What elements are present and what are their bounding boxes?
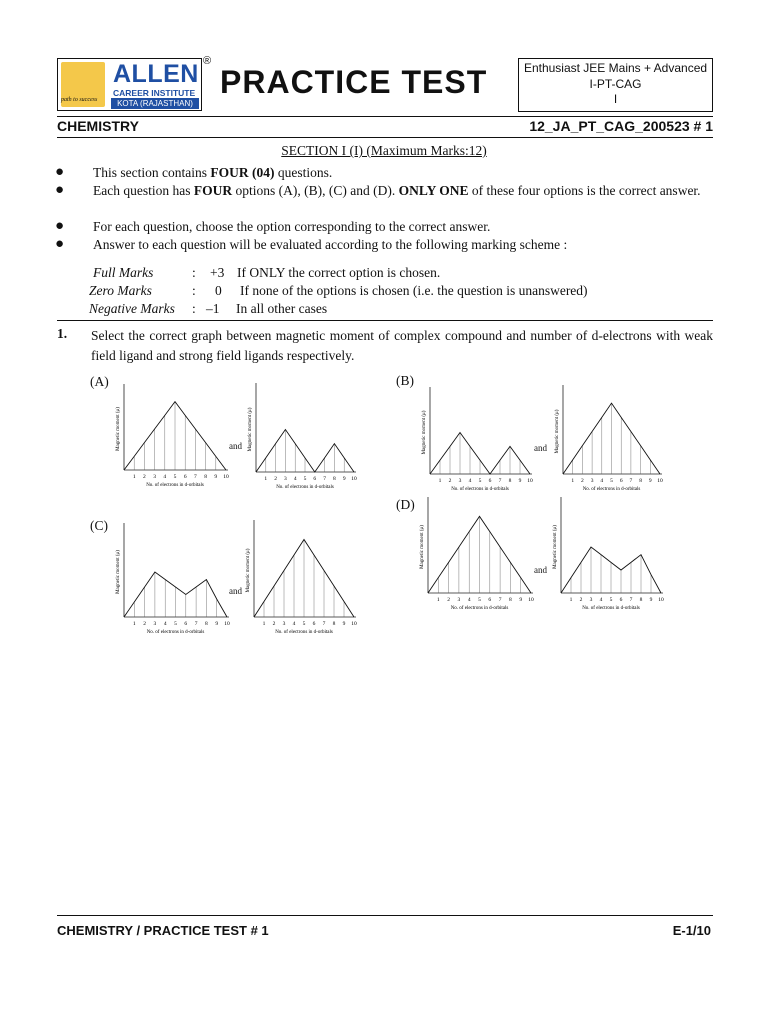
x-tick-label: 2 bbox=[447, 597, 450, 603]
marking-desc: If none of the options is chosen (i.e. the question is unanswered) bbox=[240, 283, 588, 298]
x-tick-label: 5 bbox=[610, 478, 613, 484]
x-tick-label: 10 bbox=[224, 621, 230, 627]
marking-desc: If ONLY the correct option is chosen. bbox=[237, 265, 441, 280]
x-axis-label: No. of electrons in d-orbitals bbox=[451, 487, 509, 492]
marking-desc: In all other cases bbox=[236, 301, 328, 316]
x-axis-label: No. of electrons in d-orbitals bbox=[276, 485, 334, 490]
y-axis-label: Magnetic moment (μ) bbox=[116, 550, 121, 594]
x-tick-label: 4 bbox=[467, 597, 471, 603]
paper-number: I bbox=[613, 92, 618, 106]
x-tick-label: 7 bbox=[629, 597, 633, 603]
x-tick-label: 8 bbox=[332, 621, 336, 627]
x-tick-label: 7 bbox=[322, 621, 326, 627]
option-a-label[interactable]: (A) bbox=[90, 374, 109, 389]
registered-mark: ® bbox=[203, 55, 212, 67]
x-tick-label: 5 bbox=[302, 621, 306, 627]
x-axis-label: No. of electrons in d-orbitals bbox=[582, 487, 641, 492]
x-tick-label: 6 bbox=[619, 597, 623, 603]
x-tick-label: 6 bbox=[619, 478, 623, 484]
x-tick-label: 6 bbox=[184, 621, 188, 627]
x-tick-label: 6 bbox=[183, 474, 187, 480]
x-tick-label: 8 bbox=[639, 478, 642, 484]
x-tick-label: 3 bbox=[458, 478, 462, 484]
x-tick-label: 7 bbox=[323, 476, 326, 482]
marking-value: +3 bbox=[210, 265, 225, 280]
logo-tagline: path to success bbox=[61, 97, 98, 103]
question-text: Select the correct graph between magnetic moment of complex compound and number of d-electrons with weak field ligand and strong field ligands respectively. bbox=[91, 328, 713, 363]
option-c-joiner: and bbox=[229, 586, 242, 596]
x-tick-label: 2 bbox=[581, 478, 584, 484]
x-axis-label: No. of electrons in d-orbitals bbox=[146, 483, 204, 488]
option-d-label[interactable]: (D) bbox=[396, 497, 415, 512]
x-tick-label: 10 bbox=[527, 478, 533, 484]
bullet-icon: ● bbox=[55, 236, 65, 252]
x-tick-label: 1 bbox=[438, 478, 442, 484]
x-tick-label: 4 bbox=[600, 478, 604, 484]
x-tick-label: 9 bbox=[518, 478, 522, 484]
x-tick-label: 1 bbox=[569, 597, 573, 603]
y-axis-label: Magnetic moment (μ) bbox=[422, 410, 427, 455]
x-tick-label: 10 bbox=[658, 597, 664, 603]
x-tick-label: 2 bbox=[272, 621, 276, 627]
x-tick-label: 1 bbox=[571, 478, 575, 484]
x-tick-label: 3 bbox=[590, 478, 594, 484]
marking-value: 0 bbox=[215, 283, 222, 298]
x-tick-label: 8 bbox=[333, 476, 336, 482]
instruction-item: Each question has FOUR options (A), (B), (C) and (D). ONLY ONE of these four options is the correct answer. bbox=[93, 183, 701, 198]
x-tick-label: 7 bbox=[498, 597, 502, 603]
x-tick-label: 8 bbox=[509, 597, 512, 603]
x-tick-label: 4 bbox=[599, 597, 603, 603]
y-axis-label: Magnetic moment (μ) bbox=[248, 407, 253, 452]
x-tick-label: 4 bbox=[163, 474, 167, 480]
x-tick-label: 10 bbox=[351, 476, 357, 482]
x-tick-label: 8 bbox=[639, 597, 643, 603]
subject-label: CHEMISTRY bbox=[57, 118, 139, 134]
y-axis-label: Magnetic moment (μ) bbox=[420, 525, 425, 569]
x-tick-label: 9 bbox=[215, 621, 219, 627]
x-tick-label: 9 bbox=[342, 476, 346, 482]
y-axis-label: Magnetic moment (μ) bbox=[246, 548, 251, 593]
x-tick-label: 2 bbox=[143, 621, 146, 627]
x-tick-label: 5 bbox=[609, 597, 613, 603]
question-number: 1. bbox=[57, 326, 68, 341]
footer-divider bbox=[57, 915, 713, 916]
x-tick-label: 1 bbox=[262, 621, 266, 627]
x-tick-label: 3 bbox=[589, 597, 593, 603]
bullet-icon: ● bbox=[55, 182, 65, 198]
footer-left: CHEMISTRY / PRACTICE TEST # 1 bbox=[57, 923, 269, 938]
x-tick-label: 1 bbox=[436, 597, 440, 603]
x-tick-label: 5 bbox=[478, 597, 481, 603]
x-tick-label: 2 bbox=[143, 474, 146, 480]
x-tick-label: 9 bbox=[649, 597, 653, 603]
option-a-joiner: and bbox=[229, 441, 242, 451]
x-tick-label: 9 bbox=[519, 597, 523, 603]
x-tick-label: 7 bbox=[194, 474, 197, 480]
x-tick-label: 6 bbox=[313, 476, 317, 482]
course-name: Enthusiast JEE Mains + Advanced bbox=[523, 61, 708, 75]
x-tick-label: 7 bbox=[629, 478, 633, 484]
marking-colon: : bbox=[192, 301, 196, 316]
x-tick-label: 5 bbox=[478, 478, 482, 484]
x-tick-label: 9 bbox=[342, 621, 346, 627]
y-axis-label: Magnetic moment (μ) bbox=[116, 407, 121, 451]
logo-location: KOTA (RAJASTHAN) bbox=[111, 98, 199, 109]
x-tick-label: 10 bbox=[223, 474, 229, 480]
x-tick-label: 3 bbox=[153, 621, 157, 627]
x-tick-label: 5 bbox=[303, 476, 307, 482]
x-tick-label: 7 bbox=[498, 478, 502, 484]
test-code: I-PT-CAG bbox=[589, 76, 642, 91]
bullet-icon: ● bbox=[55, 164, 65, 180]
x-axis-label: No. of electrons in d-orbitals bbox=[582, 606, 640, 611]
marking-value: –1 bbox=[206, 301, 220, 316]
x-tick-label: 9 bbox=[214, 474, 218, 480]
x-tick-label: 8 bbox=[205, 621, 208, 627]
logo-brand: ALLEN bbox=[113, 60, 199, 88]
x-tick-label: 5 bbox=[173, 474, 177, 480]
x-tick-label: 10 bbox=[528, 597, 534, 603]
y-axis-label: Magnetic moment (μ) bbox=[555, 409, 560, 454]
paper-code: 12_JA_PT_CAG_200523 # 1 bbox=[529, 118, 713, 134]
x-tick-label: 3 bbox=[153, 474, 156, 480]
footer-page: E-1/10 bbox=[672, 923, 711, 938]
x-tick-label: 10 bbox=[351, 621, 357, 627]
instruction-item: For each question, choose the option corresponding to the correct answer. bbox=[93, 219, 491, 234]
x-tick-label: 2 bbox=[274, 476, 277, 482]
x-axis-label: No. of electrons in d-orbitals bbox=[450, 606, 509, 611]
x-tick-label: 4 bbox=[163, 621, 167, 627]
section-title: SECTION I (I) (Maximum Marks:12) bbox=[281, 143, 487, 158]
x-tick-label: 4 bbox=[468, 478, 472, 484]
instruction-item: Answer to each question will be evaluated according to the following marking scheme : bbox=[93, 237, 568, 252]
x-tick-label: 10 bbox=[657, 478, 663, 484]
marking-colon: : bbox=[192, 265, 196, 280]
x-tick-label: 5 bbox=[174, 621, 177, 627]
instruction-item: This section contains FOUR (04) questions. bbox=[93, 165, 333, 180]
option-d-joiner: and bbox=[534, 565, 547, 575]
x-tick-label: 7 bbox=[194, 621, 198, 627]
marking-label: Negative Marks bbox=[89, 301, 175, 316]
x-tick-label: 8 bbox=[204, 474, 207, 480]
marking-colon: : bbox=[192, 283, 196, 298]
marking-label: Zero Marks bbox=[89, 283, 152, 298]
x-tick-label: 3 bbox=[282, 621, 286, 627]
x-tick-label: 1 bbox=[264, 476, 268, 482]
bullet-icon: ● bbox=[55, 218, 65, 234]
x-tick-label: 3 bbox=[457, 597, 461, 603]
x-tick-label: 8 bbox=[508, 478, 512, 484]
y-axis-label: Magnetic moment (μ) bbox=[553, 525, 558, 569]
option-b-label[interactable]: (B) bbox=[396, 373, 414, 388]
x-tick-label: 1 bbox=[132, 621, 136, 627]
page-title: PRACTICE TEST bbox=[220, 64, 488, 100]
logo-subtitle: CAREER INSTITUTE bbox=[113, 88, 196, 98]
option-b-joiner: and bbox=[534, 443, 547, 453]
option-c-label[interactable]: (C) bbox=[90, 518, 108, 533]
x-tick-label: 2 bbox=[448, 478, 452, 484]
x-tick-label: 9 bbox=[648, 478, 652, 484]
x-axis-label: No. of electrons in d-orbitals bbox=[146, 630, 205, 635]
x-tick-label: 6 bbox=[312, 621, 316, 627]
x-tick-label: 6 bbox=[488, 478, 492, 484]
x-tick-label: 4 bbox=[292, 621, 296, 627]
marking-label: Full Marks bbox=[93, 265, 154, 280]
x-tick-label: 2 bbox=[579, 597, 583, 603]
x-tick-label: 3 bbox=[284, 476, 287, 482]
x-axis-label: No. of electrons in d-orbitals bbox=[275, 630, 333, 635]
x-tick-label: 6 bbox=[488, 597, 492, 603]
x-tick-label: 1 bbox=[132, 474, 136, 480]
x-tick-label: 4 bbox=[293, 476, 297, 482]
